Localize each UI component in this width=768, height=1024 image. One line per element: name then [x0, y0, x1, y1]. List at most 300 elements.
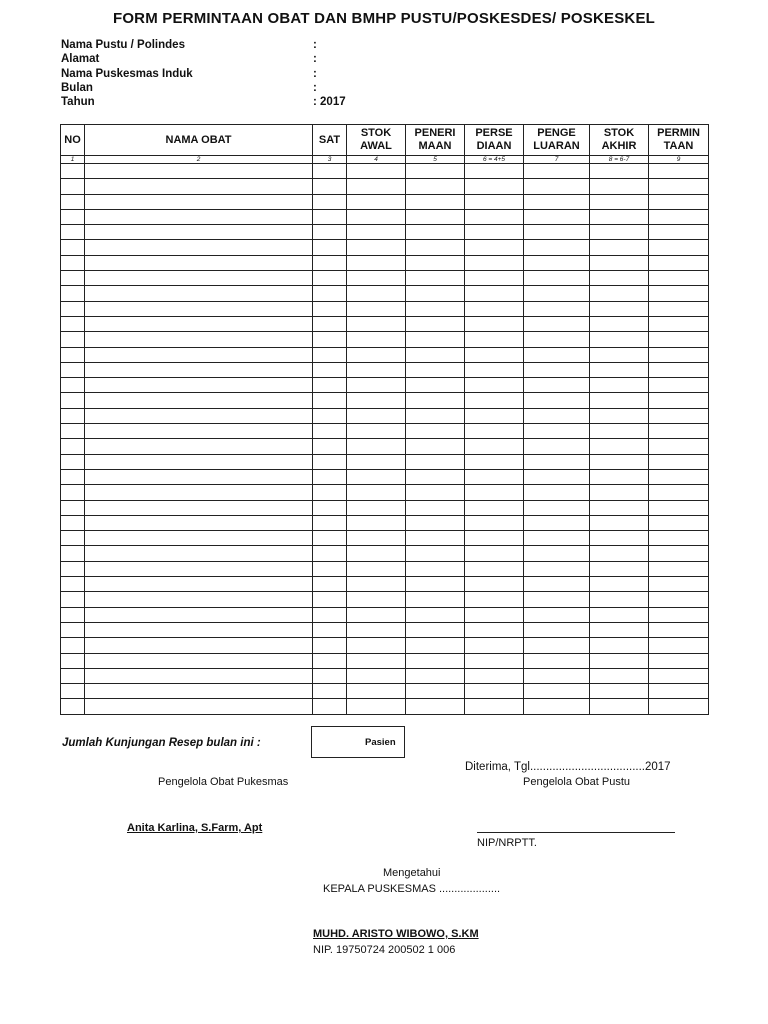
- table-cell[interactable]: [590, 286, 649, 301]
- table-cell[interactable]: [524, 316, 590, 331]
- table-cell[interactable]: [347, 699, 406, 714]
- table-cell[interactable]: [347, 271, 406, 286]
- table-cell[interactable]: [313, 638, 347, 653]
- table-cell[interactable]: [85, 653, 313, 668]
- table-cell[interactable]: [85, 454, 313, 469]
- table-cell[interactable]: [590, 194, 649, 209]
- table-cell[interactable]: [524, 362, 590, 377]
- table-cell[interactable]: [524, 668, 590, 683]
- table-cell[interactable]: [649, 240, 709, 255]
- table-cell[interactable]: [313, 469, 347, 484]
- table-cell[interactable]: [649, 378, 709, 393]
- table-cell[interactable]: [590, 577, 649, 592]
- table-cell[interactable]: [590, 515, 649, 530]
- table-cell[interactable]: [406, 286, 465, 301]
- table-cell[interactable]: [406, 209, 465, 224]
- table-cell[interactable]: [590, 653, 649, 668]
- table-cell[interactable]: [313, 362, 347, 377]
- table-cell[interactable]: [524, 332, 590, 347]
- table-cell[interactable]: [406, 439, 465, 454]
- table-cell[interactable]: [85, 209, 313, 224]
- table-cell[interactable]: [465, 561, 524, 576]
- table-cell[interactable]: [313, 347, 347, 362]
- table-cell[interactable]: [347, 561, 406, 576]
- table-cell[interactable]: [524, 638, 590, 653]
- table-cell[interactable]: [465, 500, 524, 515]
- table-cell[interactable]: [406, 194, 465, 209]
- table-cell[interactable]: [524, 424, 590, 439]
- table-cell[interactable]: [406, 500, 465, 515]
- table-cell[interactable]: [313, 209, 347, 224]
- table-cell[interactable]: [313, 424, 347, 439]
- table-cell[interactable]: [347, 485, 406, 500]
- table-cell[interactable]: [347, 577, 406, 592]
- table-cell[interactable]: [61, 301, 85, 316]
- table-cell[interactable]: [524, 194, 590, 209]
- table-cell[interactable]: [61, 286, 85, 301]
- table-cell[interactable]: [590, 638, 649, 653]
- table-cell[interactable]: [347, 393, 406, 408]
- table-cell[interactable]: [347, 684, 406, 699]
- table-cell[interactable]: [347, 332, 406, 347]
- table-cell[interactable]: [61, 408, 85, 423]
- table-cell[interactable]: [649, 622, 709, 637]
- table-cell[interactable]: [406, 240, 465, 255]
- table-cell[interactable]: [465, 668, 524, 683]
- table-cell[interactable]: [85, 592, 313, 607]
- table-cell[interactable]: [313, 255, 347, 270]
- table-cell[interactable]: [406, 164, 465, 179]
- table-cell[interactable]: [406, 454, 465, 469]
- table-cell[interactable]: [85, 316, 313, 331]
- table-cell[interactable]: [465, 179, 524, 194]
- table-cell[interactable]: [61, 469, 85, 484]
- table-cell[interactable]: [590, 607, 649, 622]
- table-cell[interactable]: [61, 515, 85, 530]
- table-cell[interactable]: [313, 439, 347, 454]
- table-cell[interactable]: [524, 622, 590, 637]
- table-cell[interactable]: [524, 255, 590, 270]
- table-cell[interactable]: [524, 179, 590, 194]
- table-cell[interactable]: [649, 515, 709, 530]
- info-value[interactable]: :: [313, 67, 317, 80]
- table-cell[interactable]: [590, 378, 649, 393]
- table-cell[interactable]: [61, 500, 85, 515]
- table-cell[interactable]: [524, 577, 590, 592]
- table-cell[interactable]: [649, 194, 709, 209]
- table-cell[interactable]: [465, 347, 524, 362]
- table-cell[interactable]: [313, 225, 347, 240]
- table-cell[interactable]: [524, 684, 590, 699]
- table-cell[interactable]: [406, 332, 465, 347]
- table-cell[interactable]: [313, 515, 347, 530]
- table-cell[interactable]: [313, 179, 347, 194]
- table-cell[interactable]: [590, 561, 649, 576]
- table-cell[interactable]: [649, 500, 709, 515]
- table-cell[interactable]: [406, 485, 465, 500]
- table-cell[interactable]: [406, 577, 465, 592]
- table-cell[interactable]: [649, 362, 709, 377]
- table-cell[interactable]: [590, 240, 649, 255]
- table-cell[interactable]: [649, 209, 709, 224]
- table-cell[interactable]: [590, 225, 649, 240]
- table-cell[interactable]: [590, 408, 649, 423]
- table-cell[interactable]: [347, 531, 406, 546]
- table-cell[interactable]: [85, 271, 313, 286]
- table-cell[interactable]: [61, 622, 85, 637]
- table-cell[interactable]: [347, 500, 406, 515]
- table-cell[interactable]: [347, 546, 406, 561]
- table-cell[interactable]: [61, 347, 85, 362]
- table-cell[interactable]: [406, 531, 465, 546]
- table-cell[interactable]: [61, 485, 85, 500]
- table-cell[interactable]: [313, 271, 347, 286]
- table-cell[interactable]: [347, 592, 406, 607]
- table-cell[interactable]: [590, 684, 649, 699]
- table-cell[interactable]: [61, 684, 85, 699]
- table-cell[interactable]: [85, 500, 313, 515]
- table-cell[interactable]: [313, 240, 347, 255]
- table-cell[interactable]: [524, 286, 590, 301]
- table-cell[interactable]: [465, 439, 524, 454]
- table-cell[interactable]: [465, 699, 524, 714]
- table-cell[interactable]: [649, 485, 709, 500]
- table-cell[interactable]: [649, 271, 709, 286]
- table-cell[interactable]: [347, 164, 406, 179]
- info-value[interactable]: : 2017: [313, 96, 346, 109]
- table-cell[interactable]: [524, 164, 590, 179]
- table-cell[interactable]: [406, 362, 465, 377]
- table-cell[interactable]: [61, 699, 85, 714]
- table-cell[interactable]: [347, 240, 406, 255]
- table-cell[interactable]: [61, 164, 85, 179]
- table-cell[interactable]: [347, 286, 406, 301]
- table-cell[interactable]: [85, 332, 313, 347]
- table-cell[interactable]: [590, 668, 649, 683]
- table-cell[interactable]: [465, 469, 524, 484]
- table-cell[interactable]: [465, 332, 524, 347]
- table-cell[interactable]: [85, 439, 313, 454]
- table-cell[interactable]: [347, 424, 406, 439]
- table-cell[interactable]: [465, 424, 524, 439]
- table-cell[interactable]: [465, 622, 524, 637]
- table-cell[interactable]: [590, 622, 649, 637]
- table-cell[interactable]: [590, 469, 649, 484]
- table-cell[interactable]: [649, 286, 709, 301]
- table-cell[interactable]: [347, 255, 406, 270]
- table-cell[interactable]: [590, 362, 649, 377]
- table-cell[interactable]: [524, 225, 590, 240]
- table-cell[interactable]: [465, 638, 524, 653]
- table-cell[interactable]: [313, 561, 347, 576]
- table-cell[interactable]: [649, 393, 709, 408]
- table-cell[interactable]: [313, 393, 347, 408]
- table-cell[interactable]: [85, 577, 313, 592]
- table-cell[interactable]: [85, 561, 313, 576]
- table-cell[interactable]: [406, 271, 465, 286]
- table-cell[interactable]: [524, 393, 590, 408]
- table-cell[interactable]: [85, 485, 313, 500]
- table-cell[interactable]: [590, 393, 649, 408]
- table-cell[interactable]: [61, 424, 85, 439]
- table-cell[interactable]: [406, 684, 465, 699]
- table-cell[interactable]: [465, 485, 524, 500]
- table-cell[interactable]: [406, 546, 465, 561]
- table-cell[interactable]: [406, 393, 465, 408]
- table-cell[interactable]: [347, 515, 406, 530]
- table-cell[interactable]: [649, 316, 709, 331]
- table-cell[interactable]: [61, 240, 85, 255]
- table-cell[interactable]: [524, 515, 590, 530]
- table-cell[interactable]: [61, 546, 85, 561]
- table-cell[interactable]: [313, 577, 347, 592]
- table-cell[interactable]: [313, 699, 347, 714]
- table-cell[interactable]: [524, 408, 590, 423]
- table-cell[interactable]: [313, 332, 347, 347]
- table-cell[interactable]: [85, 362, 313, 377]
- table-cell[interactable]: [347, 362, 406, 377]
- table-cell[interactable]: [465, 607, 524, 622]
- table-cell[interactable]: [524, 561, 590, 576]
- table-cell[interactable]: [465, 546, 524, 561]
- table-cell[interactable]: [85, 240, 313, 255]
- table-cell[interactable]: [85, 622, 313, 637]
- table-cell[interactable]: [347, 194, 406, 209]
- table-cell[interactable]: [524, 209, 590, 224]
- table-cell[interactable]: [590, 592, 649, 607]
- table-cell[interactable]: [465, 194, 524, 209]
- table-cell[interactable]: [590, 699, 649, 714]
- table-cell[interactable]: [465, 653, 524, 668]
- table-cell[interactable]: [347, 607, 406, 622]
- table-cell[interactable]: [313, 653, 347, 668]
- table-cell[interactable]: [649, 592, 709, 607]
- table-cell[interactable]: [406, 255, 465, 270]
- table-cell[interactable]: [313, 500, 347, 515]
- table-cell[interactable]: [61, 561, 85, 576]
- table-cell[interactable]: [649, 439, 709, 454]
- table-cell[interactable]: [406, 301, 465, 316]
- table-cell[interactable]: [85, 225, 313, 240]
- table-cell[interactable]: [313, 454, 347, 469]
- table-cell[interactable]: [649, 561, 709, 576]
- table-cell[interactable]: [85, 164, 313, 179]
- table-cell[interactable]: [649, 347, 709, 362]
- table-cell[interactable]: [406, 592, 465, 607]
- table-cell[interactable]: [590, 485, 649, 500]
- table-cell[interactable]: [465, 209, 524, 224]
- table-cell[interactable]: [313, 592, 347, 607]
- table-cell[interactable]: [590, 179, 649, 194]
- table-cell[interactable]: [347, 454, 406, 469]
- table-cell[interactable]: [61, 362, 85, 377]
- table-cell[interactable]: [406, 424, 465, 439]
- table-cell[interactable]: [649, 301, 709, 316]
- table-cell[interactable]: [649, 164, 709, 179]
- table-cell[interactable]: [406, 638, 465, 653]
- table-cell[interactable]: [61, 209, 85, 224]
- table-cell[interactable]: [406, 607, 465, 622]
- table-cell[interactable]: [406, 469, 465, 484]
- table-cell[interactable]: [85, 607, 313, 622]
- table-cell[interactable]: [347, 179, 406, 194]
- table-cell[interactable]: [85, 668, 313, 683]
- table-cell[interactable]: [61, 439, 85, 454]
- table-cell[interactable]: [590, 500, 649, 515]
- table-cell[interactable]: [465, 225, 524, 240]
- table-cell[interactable]: [524, 546, 590, 561]
- table-cell[interactable]: [590, 531, 649, 546]
- table-cell[interactable]: [313, 316, 347, 331]
- table-cell[interactable]: [465, 255, 524, 270]
- table-cell[interactable]: [524, 699, 590, 714]
- table-cell[interactable]: [61, 225, 85, 240]
- table-cell[interactable]: [524, 469, 590, 484]
- table-cell[interactable]: [61, 271, 85, 286]
- table-cell[interactable]: [406, 653, 465, 668]
- table-cell[interactable]: [85, 378, 313, 393]
- table-cell[interactable]: [524, 271, 590, 286]
- table-cell[interactable]: [649, 607, 709, 622]
- table-cell[interactable]: [649, 638, 709, 653]
- table-cell[interactable]: [590, 454, 649, 469]
- table-cell[interactable]: [313, 607, 347, 622]
- table-cell[interactable]: [406, 515, 465, 530]
- info-value[interactable]: :: [313, 39, 317, 51]
- table-cell[interactable]: [347, 316, 406, 331]
- table-cell[interactable]: [347, 347, 406, 362]
- table-cell[interactable]: [61, 607, 85, 622]
- table-cell[interactable]: [590, 546, 649, 561]
- table-cell[interactable]: [649, 179, 709, 194]
- table-cell[interactable]: [465, 515, 524, 530]
- table-cell[interactable]: [649, 424, 709, 439]
- table-cell[interactable]: [406, 561, 465, 576]
- table-cell[interactable]: [590, 347, 649, 362]
- table-cell[interactable]: [649, 684, 709, 699]
- table-cell[interactable]: [406, 699, 465, 714]
- table-cell[interactable]: [406, 378, 465, 393]
- table-cell[interactable]: [85, 347, 313, 362]
- table-cell[interactable]: [61, 179, 85, 194]
- table-cell[interactable]: [590, 255, 649, 270]
- table-cell[interactable]: [649, 225, 709, 240]
- table-cell[interactable]: [590, 271, 649, 286]
- table-cell[interactable]: [524, 592, 590, 607]
- table-cell[interactable]: [347, 378, 406, 393]
- table-cell[interactable]: [347, 439, 406, 454]
- table-cell[interactable]: [465, 378, 524, 393]
- table-cell[interactable]: [85, 424, 313, 439]
- pasien-input-box[interactable]: [311, 726, 405, 758]
- table-cell[interactable]: [85, 638, 313, 653]
- table-cell[interactable]: [85, 684, 313, 699]
- table-cell[interactable]: [465, 408, 524, 423]
- table-cell[interactable]: [61, 194, 85, 209]
- table-cell[interactable]: [313, 622, 347, 637]
- table-cell[interactable]: [406, 316, 465, 331]
- table-cell[interactable]: [590, 209, 649, 224]
- table-cell[interactable]: [649, 531, 709, 546]
- table-cell[interactable]: [590, 164, 649, 179]
- table-cell[interactable]: [465, 531, 524, 546]
- table-cell[interactable]: [85, 393, 313, 408]
- table-cell[interactable]: [465, 577, 524, 592]
- table-cell[interactable]: [61, 531, 85, 546]
- table-cell[interactable]: [406, 347, 465, 362]
- table-cell[interactable]: [524, 531, 590, 546]
- table-cell[interactable]: [524, 500, 590, 515]
- table-cell[interactable]: [524, 378, 590, 393]
- table-cell[interactable]: [347, 408, 406, 423]
- table-cell[interactable]: [347, 653, 406, 668]
- table-cell[interactable]: [649, 668, 709, 683]
- table-cell[interactable]: [590, 439, 649, 454]
- table-cell[interactable]: [465, 164, 524, 179]
- table-cell[interactable]: [85, 286, 313, 301]
- table-cell[interactable]: [313, 194, 347, 209]
- table-cell[interactable]: [85, 546, 313, 561]
- table-cell[interactable]: [61, 378, 85, 393]
- table-cell[interactable]: [406, 179, 465, 194]
- table-cell[interactable]: [313, 668, 347, 683]
- table-cell[interactable]: [61, 393, 85, 408]
- table-cell[interactable]: [313, 301, 347, 316]
- table-cell[interactable]: [590, 301, 649, 316]
- table-cell[interactable]: [406, 668, 465, 683]
- table-cell[interactable]: [524, 485, 590, 500]
- table-cell[interactable]: [61, 454, 85, 469]
- table-cell[interactable]: [61, 638, 85, 653]
- table-cell[interactable]: [465, 592, 524, 607]
- table-cell[interactable]: [590, 316, 649, 331]
- table-cell[interactable]: [465, 240, 524, 255]
- table-cell[interactable]: [85, 255, 313, 270]
- table-cell[interactable]: [347, 301, 406, 316]
- table-cell[interactable]: [524, 347, 590, 362]
- table-cell[interactable]: [85, 301, 313, 316]
- table-cell[interactable]: [85, 194, 313, 209]
- table-cell[interactable]: [649, 255, 709, 270]
- table-cell[interactable]: [524, 301, 590, 316]
- table-cell[interactable]: [524, 439, 590, 454]
- table-cell[interactable]: [85, 531, 313, 546]
- table-cell[interactable]: [85, 699, 313, 714]
- table-cell[interactable]: [85, 515, 313, 530]
- table-cell[interactable]: [61, 255, 85, 270]
- table-cell[interactable]: [313, 378, 347, 393]
- table-cell[interactable]: [347, 469, 406, 484]
- table-cell[interactable]: [590, 332, 649, 347]
- table-cell[interactable]: [524, 454, 590, 469]
- table-cell[interactable]: [649, 699, 709, 714]
- table-cell[interactable]: [347, 668, 406, 683]
- table-cell[interactable]: [347, 225, 406, 240]
- table-cell[interactable]: [61, 316, 85, 331]
- table-cell[interactable]: [313, 408, 347, 423]
- table-cell[interactable]: [649, 469, 709, 484]
- table-cell[interactable]: [406, 225, 465, 240]
- table-cell[interactable]: [313, 164, 347, 179]
- table-cell[interactable]: [347, 638, 406, 653]
- table-cell[interactable]: [649, 454, 709, 469]
- info-value[interactable]: :: [313, 53, 317, 66]
- table-cell[interactable]: [524, 240, 590, 255]
- table-cell[interactable]: [61, 332, 85, 347]
- table-cell[interactable]: [406, 408, 465, 423]
- table-cell[interactable]: [61, 653, 85, 668]
- table-cell[interactable]: [347, 622, 406, 637]
